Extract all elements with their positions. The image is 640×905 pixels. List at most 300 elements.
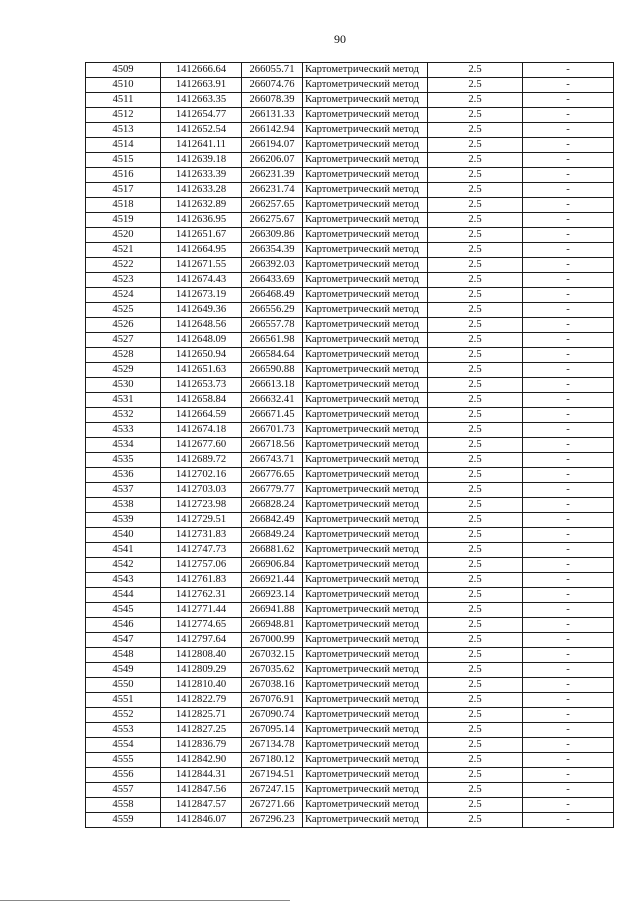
- y-coordinate-cell: 266392.03: [242, 258, 303, 273]
- note-cell: -: [523, 108, 614, 123]
- point-number-cell: 4519: [86, 213, 161, 228]
- x-coordinate-cell: 1412847.57: [161, 798, 242, 813]
- table-row: [86, 63, 614, 78]
- y-coordinate-cell: 266556.29: [242, 303, 303, 318]
- table-row: [86, 453, 614, 468]
- method-cell: Картометрический метод: [303, 543, 428, 558]
- table-row: [86, 708, 614, 723]
- point-number-cell: 4521: [86, 243, 161, 258]
- method-cell: Картометрический метод: [303, 303, 428, 318]
- y-coordinate-cell: 266948.81: [242, 618, 303, 633]
- accuracy-cell: 2.5: [428, 573, 523, 588]
- table-row: [86, 663, 614, 678]
- method-cell: Картометрический метод: [303, 258, 428, 273]
- table-row: [86, 123, 614, 138]
- x-coordinate-cell: 1412774.65: [161, 618, 242, 633]
- x-coordinate-cell: 1412641.11: [161, 138, 242, 153]
- table-row: [86, 648, 614, 663]
- method-cell: Картометрический метод: [303, 108, 428, 123]
- accuracy-cell: 2.5: [428, 213, 523, 228]
- y-coordinate-cell: 266468.49: [242, 288, 303, 303]
- accuracy-cell: 2.5: [428, 63, 523, 78]
- x-coordinate-cell: 1412632.89: [161, 198, 242, 213]
- note-cell: -: [523, 693, 614, 708]
- point-number-cell: 4525: [86, 303, 161, 318]
- note-cell: -: [523, 573, 614, 588]
- method-cell: Картометрический метод: [303, 228, 428, 243]
- y-coordinate-cell: 266701.73: [242, 423, 303, 438]
- point-number-cell: 4515: [86, 153, 161, 168]
- accuracy-cell: 2.5: [428, 723, 523, 738]
- method-cell: Картометрический метод: [303, 468, 428, 483]
- y-coordinate-cell: 266557.78: [242, 318, 303, 333]
- point-number-cell: 4539: [86, 513, 161, 528]
- y-coordinate-cell: 267247.15: [242, 783, 303, 798]
- accuracy-cell: 2.5: [428, 753, 523, 768]
- y-coordinate-cell: 266743.71: [242, 453, 303, 468]
- table-row: [86, 768, 614, 783]
- accuracy-cell: 2.5: [428, 273, 523, 288]
- point-number-cell: 4520: [86, 228, 161, 243]
- method-cell: Картометрический метод: [303, 78, 428, 93]
- accuracy-cell: 2.5: [428, 138, 523, 153]
- accuracy-cell: 2.5: [428, 618, 523, 633]
- point-number-cell: 4542: [86, 558, 161, 573]
- method-cell: Картометрический метод: [303, 123, 428, 138]
- accuracy-cell: 2.5: [428, 648, 523, 663]
- point-number-cell: 4545: [86, 603, 161, 618]
- y-coordinate-cell: 266632.41: [242, 393, 303, 408]
- note-cell: -: [523, 468, 614, 483]
- method-cell: Картометрический метод: [303, 693, 428, 708]
- accuracy-cell: 2.5: [428, 603, 523, 618]
- method-cell: Картометрический метод: [303, 798, 428, 813]
- method-cell: Картометрический метод: [303, 438, 428, 453]
- table-row: [86, 513, 614, 528]
- point-number-cell: 4552: [86, 708, 161, 723]
- accuracy-cell: 2.5: [428, 498, 523, 513]
- note-cell: -: [523, 138, 614, 153]
- x-coordinate-cell: 1412771.44: [161, 603, 242, 618]
- note-cell: -: [523, 438, 614, 453]
- method-cell: Картометрический метод: [303, 273, 428, 288]
- method-cell: Картометрический метод: [303, 363, 428, 378]
- x-coordinate-cell: 1412689.72: [161, 453, 242, 468]
- y-coordinate-cell: 266206.07: [242, 153, 303, 168]
- point-number-cell: 4528: [86, 348, 161, 363]
- table-row: [86, 573, 614, 588]
- point-number-cell: 4510: [86, 78, 161, 93]
- point-number-cell: 4543: [86, 573, 161, 588]
- point-number-cell: 4536: [86, 468, 161, 483]
- method-cell: Картометрический метод: [303, 558, 428, 573]
- point-number-cell: 4523: [86, 273, 161, 288]
- accuracy-cell: 2.5: [428, 468, 523, 483]
- y-coordinate-cell: 266231.39: [242, 168, 303, 183]
- method-cell: Картометрический метод: [303, 348, 428, 363]
- note-cell: -: [523, 78, 614, 93]
- y-coordinate-cell: 267035.62: [242, 663, 303, 678]
- point-number-cell: 4559: [86, 813, 161, 828]
- method-cell: Картометрический метод: [303, 138, 428, 153]
- accuracy-cell: 2.5: [428, 303, 523, 318]
- note-cell: -: [523, 183, 614, 198]
- point-number-cell: 4557: [86, 783, 161, 798]
- method-cell: Картометрический метод: [303, 648, 428, 663]
- accuracy-cell: 2.5: [428, 708, 523, 723]
- y-coordinate-cell: 266906.84: [242, 558, 303, 573]
- y-coordinate-cell: 266881.62: [242, 543, 303, 558]
- x-coordinate-cell: 1412673.19: [161, 288, 242, 303]
- x-coordinate-cell: 1412846.07: [161, 813, 242, 828]
- method-cell: Картометрический метод: [303, 288, 428, 303]
- note-cell: -: [523, 543, 614, 558]
- method-cell: Картометрический метод: [303, 408, 428, 423]
- point-number-cell: 4516: [86, 168, 161, 183]
- method-cell: Картометрический метод: [303, 708, 428, 723]
- table-row: [86, 723, 614, 738]
- note-cell: -: [523, 123, 614, 138]
- point-number-cell: 4522: [86, 258, 161, 273]
- x-coordinate-cell: 1412847.56: [161, 783, 242, 798]
- table-row: [86, 558, 614, 573]
- note-cell: -: [523, 678, 614, 693]
- table-row: [86, 693, 614, 708]
- table-row: [86, 813, 614, 828]
- point-number-cell: 4513: [86, 123, 161, 138]
- method-cell: Картометрический метод: [303, 528, 428, 543]
- x-coordinate-cell: 1412842.90: [161, 753, 242, 768]
- y-coordinate-cell: 266941.88: [242, 603, 303, 618]
- note-cell: -: [523, 663, 614, 678]
- point-number-cell: 4558: [86, 798, 161, 813]
- note-cell: -: [523, 378, 614, 393]
- point-number-cell: 4533: [86, 423, 161, 438]
- accuracy-cell: 2.5: [428, 798, 523, 813]
- point-number-cell: 4549: [86, 663, 161, 678]
- accuracy-cell: 2.5: [428, 198, 523, 213]
- y-coordinate-cell: 266074.76: [242, 78, 303, 93]
- point-number-cell: 4532: [86, 408, 161, 423]
- table-row: [86, 303, 614, 318]
- x-coordinate-cell: 1412664.95: [161, 243, 242, 258]
- x-coordinate-cell: 1412650.94: [161, 348, 242, 363]
- method-cell: Картометрический метод: [303, 753, 428, 768]
- note-cell: -: [523, 318, 614, 333]
- method-cell: Картометрический метод: [303, 318, 428, 333]
- x-coordinate-cell: 1412702.16: [161, 468, 242, 483]
- note-cell: -: [523, 258, 614, 273]
- method-cell: Картометрический метод: [303, 498, 428, 513]
- accuracy-cell: 2.5: [428, 693, 523, 708]
- x-coordinate-cell: 1412639.18: [161, 153, 242, 168]
- point-number-cell: 4547: [86, 633, 161, 648]
- point-number-cell: 4541: [86, 543, 161, 558]
- y-coordinate-cell: 267090.74: [242, 708, 303, 723]
- y-coordinate-cell: 266584.64: [242, 348, 303, 363]
- accuracy-cell: 2.5: [428, 183, 523, 198]
- point-number-cell: 4554: [86, 738, 161, 753]
- table-row: [86, 198, 614, 213]
- x-coordinate-cell: 1412836.79: [161, 738, 242, 753]
- table-row: [86, 498, 614, 513]
- accuracy-cell: 2.5: [428, 258, 523, 273]
- note-cell: -: [523, 738, 614, 753]
- method-cell: Картометрический метод: [303, 378, 428, 393]
- method-cell: Картометрический метод: [303, 483, 428, 498]
- accuracy-cell: 2.5: [428, 813, 523, 828]
- table-row: [86, 363, 614, 378]
- note-cell: -: [523, 408, 614, 423]
- note-cell: -: [523, 813, 614, 828]
- accuracy-cell: 2.5: [428, 528, 523, 543]
- point-number-cell: 4524: [86, 288, 161, 303]
- y-coordinate-cell: 267038.16: [242, 678, 303, 693]
- note-cell: -: [523, 708, 614, 723]
- accuracy-cell: 2.5: [428, 738, 523, 753]
- method-cell: Картометрический метод: [303, 183, 428, 198]
- method-cell: Картометрический метод: [303, 198, 428, 213]
- note-cell: -: [523, 483, 614, 498]
- accuracy-cell: 2.5: [428, 288, 523, 303]
- note-cell: -: [523, 768, 614, 783]
- x-coordinate-cell: 1412666.64: [161, 63, 242, 78]
- table-row: [86, 678, 614, 693]
- point-number-cell: 4538: [86, 498, 161, 513]
- table-row: [86, 753, 614, 768]
- note-cell: -: [523, 288, 614, 303]
- y-coordinate-cell: 267000.99: [242, 633, 303, 648]
- x-coordinate-cell: 1412822.79: [161, 693, 242, 708]
- y-coordinate-cell: 267180.12: [242, 753, 303, 768]
- method-cell: Картометрический метод: [303, 588, 428, 603]
- note-cell: -: [523, 348, 614, 363]
- x-coordinate-cell: 1412844.31: [161, 768, 242, 783]
- x-coordinate-cell: 1412658.84: [161, 393, 242, 408]
- x-coordinate-cell: 1412649.36: [161, 303, 242, 318]
- x-coordinate-cell: 1412762.31: [161, 588, 242, 603]
- point-number-cell: 4553: [86, 723, 161, 738]
- accuracy-cell: 2.5: [428, 423, 523, 438]
- y-coordinate-cell: 266142.94: [242, 123, 303, 138]
- point-number-cell: 4531: [86, 393, 161, 408]
- table-row: [86, 108, 614, 123]
- method-cell: Картометрический метод: [303, 603, 428, 618]
- x-coordinate-cell: 1412633.28: [161, 183, 242, 198]
- note-cell: -: [523, 63, 614, 78]
- table-row: [86, 168, 614, 183]
- y-coordinate-cell: 267194.51: [242, 768, 303, 783]
- page-number: 90: [334, 32, 346, 46]
- x-coordinate-cell: 1412757.06: [161, 558, 242, 573]
- y-coordinate-cell: 266309.86: [242, 228, 303, 243]
- x-coordinate-cell: 1412747.73: [161, 543, 242, 558]
- table-row: [86, 738, 614, 753]
- x-coordinate-cell: 1412654.77: [161, 108, 242, 123]
- y-coordinate-cell: 266231.74: [242, 183, 303, 198]
- table-row: [86, 483, 614, 498]
- accuracy-cell: 2.5: [428, 363, 523, 378]
- table-row: [86, 798, 614, 813]
- accuracy-cell: 2.5: [428, 633, 523, 648]
- method-cell: Картометрический метод: [303, 333, 428, 348]
- point-number-cell: 4514: [86, 138, 161, 153]
- accuracy-cell: 2.5: [428, 438, 523, 453]
- point-number-cell: 4511: [86, 93, 161, 108]
- table-row: [86, 213, 614, 228]
- x-coordinate-cell: 1412810.40: [161, 678, 242, 693]
- x-coordinate-cell: 1412809.29: [161, 663, 242, 678]
- note-cell: -: [523, 528, 614, 543]
- table-row: [86, 258, 614, 273]
- point-number-cell: 4556: [86, 768, 161, 783]
- accuracy-cell: 2.5: [428, 168, 523, 183]
- table-row: [86, 423, 614, 438]
- y-coordinate-cell: 266849.24: [242, 528, 303, 543]
- y-coordinate-cell: 266590.88: [242, 363, 303, 378]
- point-number-cell: 4529: [86, 363, 161, 378]
- note-cell: -: [523, 723, 614, 738]
- x-coordinate-cell: 1412652.54: [161, 123, 242, 138]
- table-row: [86, 318, 614, 333]
- note-cell: -: [523, 588, 614, 603]
- y-coordinate-cell: 266354.39: [242, 243, 303, 258]
- accuracy-cell: 2.5: [428, 318, 523, 333]
- method-cell: Картометрический метод: [303, 783, 428, 798]
- y-coordinate-cell: 267296.23: [242, 813, 303, 828]
- table-row: [86, 408, 614, 423]
- note-cell: -: [523, 753, 614, 768]
- table-row: [86, 378, 614, 393]
- note-cell: -: [523, 633, 614, 648]
- note-cell: -: [523, 243, 614, 258]
- table-row: [86, 633, 614, 648]
- note-cell: -: [523, 498, 614, 513]
- point-number-cell: 4548: [86, 648, 161, 663]
- y-coordinate-cell: 266671.45: [242, 408, 303, 423]
- accuracy-cell: 2.5: [428, 333, 523, 348]
- accuracy-cell: 2.5: [428, 678, 523, 693]
- accuracy-cell: 2.5: [428, 558, 523, 573]
- y-coordinate-cell: 267032.15: [242, 648, 303, 663]
- table-row: [86, 333, 614, 348]
- accuracy-cell: 2.5: [428, 408, 523, 423]
- note-cell: -: [523, 513, 614, 528]
- method-cell: Картометрический метод: [303, 678, 428, 693]
- y-coordinate-cell: 267095.14: [242, 723, 303, 738]
- method-cell: Картометрический метод: [303, 243, 428, 258]
- table-row: [86, 243, 614, 258]
- accuracy-cell: 2.5: [428, 768, 523, 783]
- x-coordinate-cell: 1412825.71: [161, 708, 242, 723]
- method-cell: Картометрический метод: [303, 768, 428, 783]
- x-coordinate-cell: 1412808.40: [161, 648, 242, 663]
- method-cell: Картометрический метод: [303, 723, 428, 738]
- accuracy-cell: 2.5: [428, 93, 523, 108]
- coordinates-table-body: [86, 63, 614, 828]
- x-coordinate-cell: 1412653.73: [161, 378, 242, 393]
- accuracy-cell: 2.5: [428, 543, 523, 558]
- x-coordinate-cell: 1412663.35: [161, 93, 242, 108]
- x-coordinate-cell: 1412633.39: [161, 168, 242, 183]
- note-cell: -: [523, 783, 614, 798]
- y-coordinate-cell: 266561.98: [242, 333, 303, 348]
- accuracy-cell: 2.5: [428, 108, 523, 123]
- accuracy-cell: 2.5: [428, 588, 523, 603]
- table-row: [86, 153, 614, 168]
- method-cell: Картометрический метод: [303, 813, 428, 828]
- method-cell: Картометрический метод: [303, 618, 428, 633]
- note-cell: -: [523, 558, 614, 573]
- y-coordinate-cell: 266779.77: [242, 483, 303, 498]
- x-coordinate-cell: 1412664.59: [161, 408, 242, 423]
- accuracy-cell: 2.5: [428, 123, 523, 138]
- y-coordinate-cell: 267271.66: [242, 798, 303, 813]
- y-coordinate-cell: 266776.65: [242, 468, 303, 483]
- accuracy-cell: 2.5: [428, 783, 523, 798]
- y-coordinate-cell: 266433.69: [242, 273, 303, 288]
- x-coordinate-cell: 1412729.51: [161, 513, 242, 528]
- accuracy-cell: 2.5: [428, 348, 523, 363]
- table-row: [86, 438, 614, 453]
- x-coordinate-cell: 1412827.25: [161, 723, 242, 738]
- bottom-divider: [0, 900, 290, 901]
- table-row: [86, 603, 614, 618]
- accuracy-cell: 2.5: [428, 453, 523, 468]
- accuracy-cell: 2.5: [428, 378, 523, 393]
- method-cell: Картометрический метод: [303, 573, 428, 588]
- y-coordinate-cell: 266131.33: [242, 108, 303, 123]
- x-coordinate-cell: 1412703.03: [161, 483, 242, 498]
- table-row: [86, 348, 614, 363]
- x-coordinate-cell: 1412663.91: [161, 78, 242, 93]
- method-cell: Картометрический метод: [303, 213, 428, 228]
- y-coordinate-cell: 266613.18: [242, 378, 303, 393]
- note-cell: -: [523, 798, 614, 813]
- point-number-cell: 4546: [86, 618, 161, 633]
- point-number-cell: 4551: [86, 693, 161, 708]
- note-cell: -: [523, 453, 614, 468]
- note-cell: -: [523, 93, 614, 108]
- point-number-cell: 4512: [86, 108, 161, 123]
- x-coordinate-cell: 1412731.83: [161, 528, 242, 543]
- table-row: [86, 288, 614, 303]
- accuracy-cell: 2.5: [428, 78, 523, 93]
- y-coordinate-cell: 266257.65: [242, 198, 303, 213]
- point-number-cell: 4535: [86, 453, 161, 468]
- note-cell: -: [523, 423, 614, 438]
- table-row: [86, 228, 614, 243]
- point-number-cell: 4544: [86, 588, 161, 603]
- note-cell: -: [523, 168, 614, 183]
- table-row: [86, 588, 614, 603]
- point-number-cell: 4509: [86, 63, 161, 78]
- point-number-cell: 4517: [86, 183, 161, 198]
- table-row: [86, 393, 614, 408]
- point-number-cell: 4555: [86, 753, 161, 768]
- y-coordinate-cell: 266275.67: [242, 213, 303, 228]
- note-cell: -: [523, 198, 614, 213]
- x-coordinate-cell: 1412671.55: [161, 258, 242, 273]
- point-number-cell: 4534: [86, 438, 161, 453]
- method-cell: Картометрический метод: [303, 663, 428, 678]
- accuracy-cell: 2.5: [428, 228, 523, 243]
- table-row: [86, 183, 614, 198]
- method-cell: Картометрический метод: [303, 153, 428, 168]
- table-row: [86, 783, 614, 798]
- accuracy-cell: 2.5: [428, 513, 523, 528]
- table-row: [86, 528, 614, 543]
